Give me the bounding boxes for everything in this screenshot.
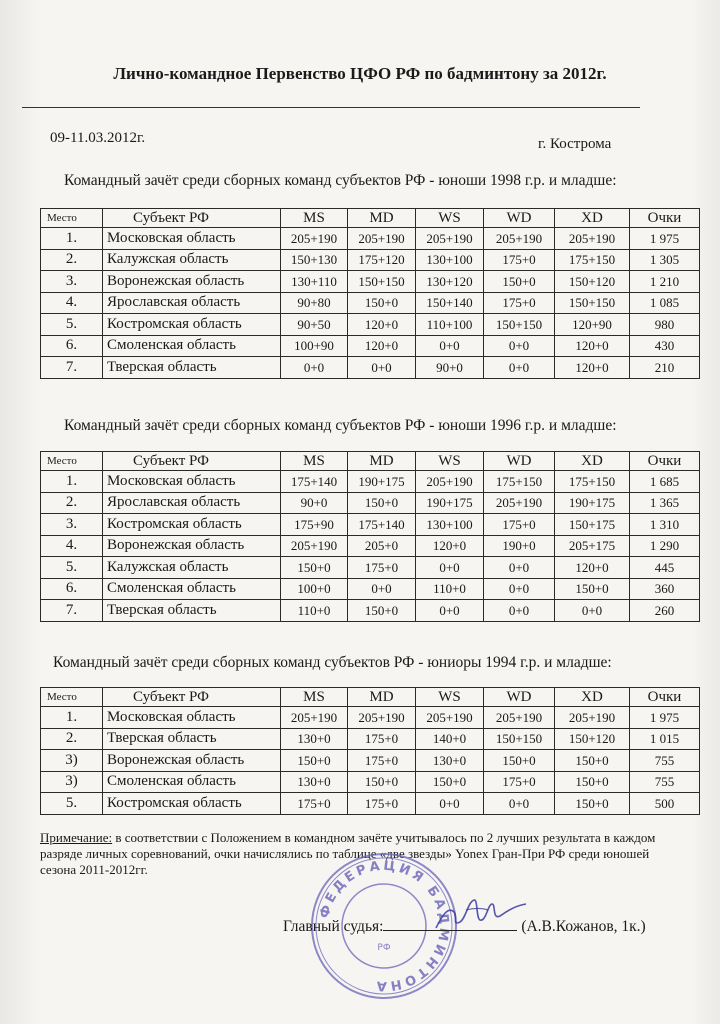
points-cell: 360 bbox=[630, 578, 700, 600]
place-cell: 2. bbox=[41, 728, 103, 750]
place-cell: 7. bbox=[41, 600, 103, 622]
results-table-1998 bbox=[40, 208, 700, 379]
md-cell: 150+0 bbox=[348, 292, 416, 314]
column-header: MS bbox=[281, 209, 348, 228]
ws-cell: 0+0 bbox=[416, 600, 484, 622]
table-row bbox=[41, 600, 700, 622]
ms-cell: 100+90 bbox=[281, 335, 348, 357]
md-cell: 205+0 bbox=[348, 535, 416, 557]
points-cell: 1 015 bbox=[630, 728, 700, 750]
ms-cell: 100+0 bbox=[281, 578, 348, 600]
points-cell: 500 bbox=[630, 793, 700, 815]
region-cell: Смоленская область bbox=[103, 578, 281, 600]
md-cell: 205+190 bbox=[348, 228, 416, 250]
ws-cell: 205+190 bbox=[416, 471, 484, 493]
xd-cell: 150+0 bbox=[555, 578, 630, 600]
md-cell: 175+120 bbox=[348, 249, 416, 271]
column-header: WD bbox=[484, 452, 555, 471]
region-cell: Костромская область bbox=[103, 793, 281, 815]
table-row bbox=[41, 249, 700, 271]
region-cell: Московская область bbox=[103, 471, 281, 493]
md-cell: 120+0 bbox=[348, 335, 416, 357]
ws-cell: 140+0 bbox=[416, 728, 484, 750]
xd-cell: 120+0 bbox=[555, 357, 630, 379]
column-header: Субъект РФ bbox=[103, 209, 281, 228]
wd-cell: 0+0 bbox=[484, 557, 555, 579]
ms-cell: 130+0 bbox=[281, 728, 348, 750]
column-header: MD bbox=[348, 452, 416, 471]
column-header: MS bbox=[281, 452, 348, 471]
column-header: WD bbox=[484, 209, 555, 228]
place-cell: 6. bbox=[41, 335, 103, 357]
column-header: XD bbox=[555, 688, 630, 707]
table-row bbox=[41, 578, 700, 600]
place-cell: 5. bbox=[41, 793, 103, 815]
ws-cell: 120+0 bbox=[416, 535, 484, 557]
region-cell: Ярославская область bbox=[103, 292, 281, 314]
region-cell: Тверская область bbox=[103, 600, 281, 622]
points-cell: 445 bbox=[630, 557, 700, 579]
ws-cell: 130+0 bbox=[416, 750, 484, 772]
column-header: WS bbox=[416, 452, 484, 471]
md-cell: 175+0 bbox=[348, 750, 416, 772]
wd-cell: 190+0 bbox=[484, 535, 555, 557]
judge-name: (А.В.Кожанов, 1к.) bbox=[521, 918, 646, 935]
points-cell: 1 310 bbox=[630, 514, 700, 536]
ms-cell: 110+0 bbox=[281, 600, 348, 622]
md-cell: 175+140 bbox=[348, 514, 416, 536]
points-cell: 1 975 bbox=[630, 228, 700, 250]
table-row bbox=[41, 728, 700, 750]
xd-cell: 150+0 bbox=[555, 793, 630, 815]
ms-cell: 150+130 bbox=[281, 249, 348, 271]
table-row bbox=[41, 271, 700, 293]
place-cell: 1. bbox=[41, 228, 103, 250]
md-cell: 0+0 bbox=[348, 578, 416, 600]
table-row bbox=[41, 557, 700, 579]
region-cell: Костромская область bbox=[103, 514, 281, 536]
place-cell: 5. bbox=[41, 314, 103, 336]
column-header: Субъект РФ bbox=[103, 688, 281, 707]
xd-cell: 150+120 bbox=[555, 271, 630, 293]
column-header: Очки bbox=[630, 209, 700, 228]
wd-cell: 0+0 bbox=[484, 578, 555, 600]
wd-cell: 205+190 bbox=[484, 492, 555, 514]
table-row bbox=[41, 793, 700, 815]
region-cell: Тверская область bbox=[103, 728, 281, 750]
md-cell: 150+0 bbox=[348, 771, 416, 793]
table-row bbox=[41, 707, 700, 729]
table-row bbox=[41, 514, 700, 536]
column-header: Место bbox=[41, 209, 103, 228]
document-title: Лично-командное Первенство ЦФО РФ по бадминтону за 2012г. bbox=[113, 64, 607, 83]
region-cell: Калужская область bbox=[103, 557, 281, 579]
ms-cell: 150+0 bbox=[281, 750, 348, 772]
place-cell: 3) bbox=[41, 771, 103, 793]
points-cell: 1 290 bbox=[630, 535, 700, 557]
footnote-label: Примечание: bbox=[40, 830, 113, 845]
xd-cell: 120+90 bbox=[555, 314, 630, 336]
xd-cell: 120+0 bbox=[555, 557, 630, 579]
stamp-ring-text: ФЕДЕРАЦИЯ БАДМИНТОНА bbox=[317, 858, 452, 994]
md-cell: 175+0 bbox=[348, 557, 416, 579]
region-cell: Московская область bbox=[103, 707, 281, 729]
table-row bbox=[41, 335, 700, 357]
region-cell: Костромская область bbox=[103, 314, 281, 336]
ws-cell: 205+190 bbox=[416, 228, 484, 250]
wd-cell: 175+0 bbox=[484, 514, 555, 536]
ms-cell: 130+0 bbox=[281, 771, 348, 793]
column-header: WD bbox=[484, 688, 555, 707]
xd-cell: 175+150 bbox=[555, 249, 630, 271]
table-row bbox=[41, 228, 700, 250]
wd-cell: 150+0 bbox=[484, 750, 555, 772]
xd-cell: 150+0 bbox=[555, 771, 630, 793]
xd-cell: 150+0 bbox=[555, 750, 630, 772]
ms-cell: 150+0 bbox=[281, 557, 348, 579]
column-header: MD bbox=[348, 688, 416, 707]
md-cell: 150+0 bbox=[348, 492, 416, 514]
column-header: Очки bbox=[630, 452, 700, 471]
ms-cell: 205+190 bbox=[281, 228, 348, 250]
ms-cell: 175+140 bbox=[281, 471, 348, 493]
xd-cell: 150+175 bbox=[555, 514, 630, 536]
place-cell: 1. bbox=[41, 471, 103, 493]
points-cell: 1 685 bbox=[630, 471, 700, 493]
table-row bbox=[41, 771, 700, 793]
points-cell: 1 085 bbox=[630, 292, 700, 314]
column-header: XD bbox=[555, 452, 630, 471]
place-cell: 5. bbox=[41, 557, 103, 579]
wd-cell: 175+0 bbox=[484, 249, 555, 271]
region-cell: Московская область bbox=[103, 228, 281, 250]
table-row bbox=[41, 471, 700, 493]
results-table-1996 bbox=[40, 451, 700, 622]
md-cell: 120+0 bbox=[348, 314, 416, 336]
table-row bbox=[41, 292, 700, 314]
region-cell: Воронежская область bbox=[103, 271, 281, 293]
place-cell: 4. bbox=[41, 535, 103, 557]
ws-cell: 150+140 bbox=[416, 292, 484, 314]
wd-cell: 150+0 bbox=[484, 271, 555, 293]
region-cell: Ярославская область bbox=[103, 492, 281, 514]
ms-cell: 0+0 bbox=[281, 357, 348, 379]
md-cell: 0+0 bbox=[348, 357, 416, 379]
signature-underline bbox=[383, 916, 517, 931]
ws-cell: 0+0 bbox=[416, 335, 484, 357]
table-3-heading: Командный зачёт среди сборных команд субъектов РФ - юниоры 1994 г.р. и младше: bbox=[53, 654, 612, 671]
points-cell: 980 bbox=[630, 314, 700, 336]
place-cell: 3) bbox=[41, 750, 103, 772]
xd-cell: 175+150 bbox=[555, 471, 630, 493]
stamp-center-text: РФ bbox=[377, 943, 391, 953]
wd-cell: 150+150 bbox=[484, 728, 555, 750]
xd-cell: 205+190 bbox=[555, 228, 630, 250]
ws-cell: 0+0 bbox=[416, 557, 484, 579]
wd-cell: 175+150 bbox=[484, 471, 555, 493]
judge-line bbox=[283, 916, 646, 936]
ws-cell: 190+175 bbox=[416, 492, 484, 514]
ms-cell: 175+90 bbox=[281, 514, 348, 536]
place-cell: 7. bbox=[41, 357, 103, 379]
column-header: Субъект РФ bbox=[103, 452, 281, 471]
ws-cell: 110+100 bbox=[416, 314, 484, 336]
wd-cell: 0+0 bbox=[484, 793, 555, 815]
column-header: Очки bbox=[630, 688, 700, 707]
md-cell: 150+0 bbox=[348, 600, 416, 622]
column-header: MD bbox=[348, 209, 416, 228]
md-cell: 175+0 bbox=[348, 793, 416, 815]
ms-cell: 130+110 bbox=[281, 271, 348, 293]
points-cell: 1 210 bbox=[630, 271, 700, 293]
region-cell: Тверская область bbox=[103, 357, 281, 379]
points-cell: 1 305 bbox=[630, 249, 700, 271]
ws-cell: 150+0 bbox=[416, 771, 484, 793]
region-cell: Воронежская область bbox=[103, 750, 281, 772]
table-2-heading: Командный зачёт среди сборных команд субъектов РФ - юноши 1996 г.р. и младше: bbox=[64, 417, 617, 434]
place-cell: 6. bbox=[41, 578, 103, 600]
ms-cell: 205+190 bbox=[281, 535, 348, 557]
table-header-row bbox=[41, 688, 700, 707]
ws-cell: 90+0 bbox=[416, 357, 484, 379]
region-cell: Воронежская область bbox=[103, 535, 281, 557]
ms-cell: 205+190 bbox=[281, 707, 348, 729]
results-table-1994 bbox=[40, 687, 700, 815]
xd-cell: 190+175 bbox=[555, 492, 630, 514]
table-1-heading: Командный зачёт среди сборных команд субъектов РФ - юноши 1998 г.р. и младше: bbox=[64, 172, 617, 189]
wd-cell: 0+0 bbox=[484, 335, 555, 357]
table-row bbox=[41, 535, 700, 557]
points-cell: 430 bbox=[630, 335, 700, 357]
wd-cell: 175+0 bbox=[484, 771, 555, 793]
ms-cell: 90+50 bbox=[281, 314, 348, 336]
event-date: 09-11.03.2012г. bbox=[50, 130, 146, 146]
table-header-row bbox=[41, 452, 700, 471]
points-cell: 755 bbox=[630, 771, 700, 793]
points-cell: 1 975 bbox=[630, 707, 700, 729]
ws-cell: 0+0 bbox=[416, 793, 484, 815]
xd-cell: 205+190 bbox=[555, 707, 630, 729]
region-cell: Смоленская область bbox=[103, 771, 281, 793]
table-row bbox=[41, 750, 700, 772]
ws-cell: 130+100 bbox=[416, 514, 484, 536]
ws-cell: 205+190 bbox=[416, 707, 484, 729]
xd-cell: 0+0 bbox=[555, 600, 630, 622]
table-row bbox=[41, 357, 700, 379]
place-cell: 1. bbox=[41, 707, 103, 729]
points-cell: 1 365 bbox=[630, 492, 700, 514]
wd-cell: 205+190 bbox=[484, 707, 555, 729]
column-header: WS bbox=[416, 688, 484, 707]
column-header: Место bbox=[41, 688, 103, 707]
column-header: XD bbox=[555, 209, 630, 228]
region-cell: Калужская область bbox=[103, 249, 281, 271]
wd-cell: 0+0 bbox=[484, 600, 555, 622]
points-cell: 260 bbox=[630, 600, 700, 622]
xd-cell: 120+0 bbox=[555, 335, 630, 357]
place-cell: 4. bbox=[41, 292, 103, 314]
wd-cell: 205+190 bbox=[484, 228, 555, 250]
wd-cell: 175+0 bbox=[484, 292, 555, 314]
table-header-row bbox=[41, 209, 700, 228]
table-row bbox=[41, 492, 700, 514]
place-cell: 3. bbox=[41, 514, 103, 536]
points-cell: 210 bbox=[630, 357, 700, 379]
wd-cell: 0+0 bbox=[484, 357, 555, 379]
place-cell: 3. bbox=[41, 271, 103, 293]
event-city: г. Кострома bbox=[538, 136, 612, 152]
xd-cell: 150+120 bbox=[555, 728, 630, 750]
ws-cell: 130+100 bbox=[416, 249, 484, 271]
ms-cell: 175+0 bbox=[281, 793, 348, 815]
points-cell: 755 bbox=[630, 750, 700, 772]
md-cell: 175+0 bbox=[348, 728, 416, 750]
column-header: MS bbox=[281, 688, 348, 707]
column-header: Место bbox=[41, 452, 103, 471]
md-cell: 150+150 bbox=[348, 271, 416, 293]
place-cell: 2. bbox=[41, 249, 103, 271]
ws-cell: 130+120 bbox=[416, 271, 484, 293]
table-row bbox=[41, 314, 700, 336]
xd-cell: 150+150 bbox=[555, 292, 630, 314]
md-cell: 190+175 bbox=[348, 471, 416, 493]
title-rule bbox=[22, 107, 640, 108]
place-cell: 2. bbox=[41, 492, 103, 514]
md-cell: 205+190 bbox=[348, 707, 416, 729]
footnote-text: в соответствии с Положением в командном зачёте учитывалось по 2 лучших результата в каждом разряде личных соревнований, очки начислялись по таблице «две звезды» Yonex Гран-При РФ среди юношей сезона 2011-2012гг. bbox=[40, 830, 656, 877]
ws-cell: 110+0 bbox=[416, 578, 484, 600]
wd-cell: 150+150 bbox=[484, 314, 555, 336]
ms-cell: 90+0 bbox=[281, 492, 348, 514]
xd-cell: 205+175 bbox=[555, 535, 630, 557]
judge-label: Главный судья: bbox=[283, 918, 384, 935]
ms-cell: 90+80 bbox=[281, 292, 348, 314]
region-cell: Смоленская область bbox=[103, 335, 281, 357]
column-header: WS bbox=[416, 209, 484, 228]
